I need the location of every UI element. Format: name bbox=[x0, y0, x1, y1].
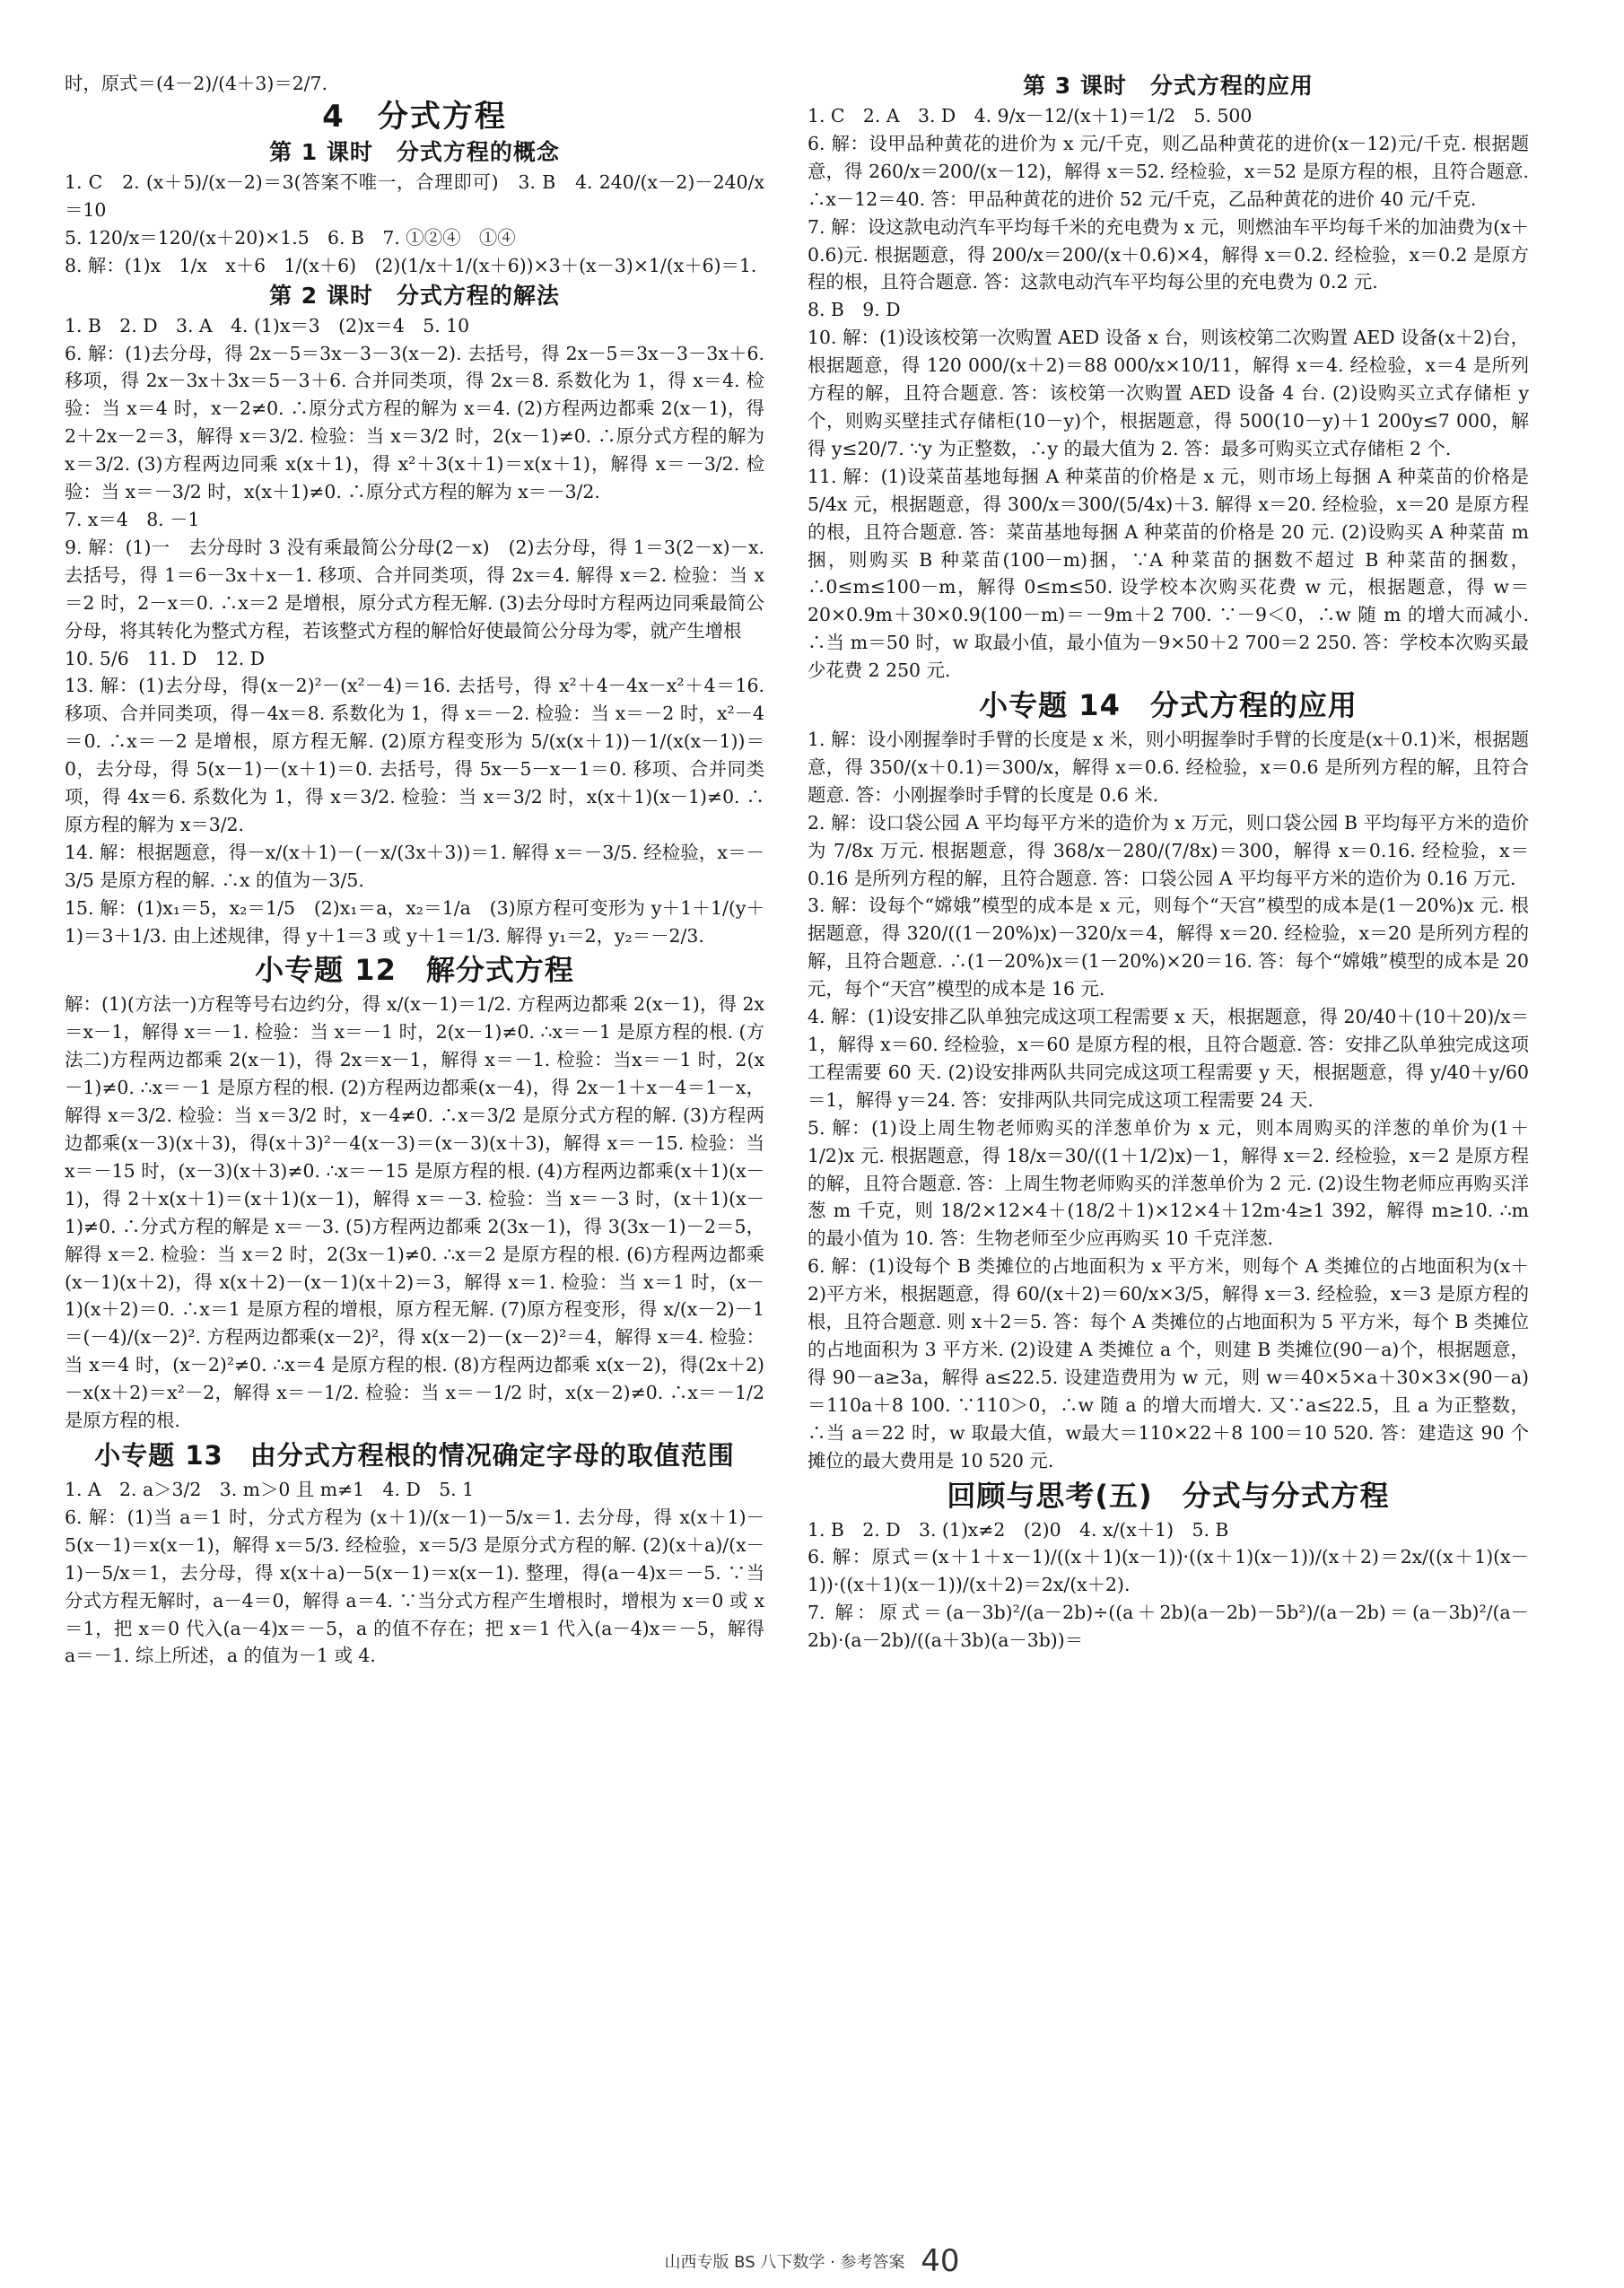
answer-paragraph: 1. A 2. a＞3/2 3. m＞0 且 m≠1 4. D 5. 1 bbox=[65, 1478, 475, 1500]
answer-paragraph: 1. C 2. A 3. D 4. 9/x－12/(x＋1)＝1/2 5. 500 bbox=[808, 105, 1253, 127]
answer-paragraph: 解：(1)(方法一)方程等号右边约分，得 x/(x－1)＝1/2. 方程两边都乘 2(x－1)，得 2x＝x－1，解得 x＝－1. 检验：当 x＝－1 时，2(x－1)≠0. ∴x＝－1 是原方程的根. (方法二)方程两边都乘 2(x－1)，得 2x＝x－1，解得 x＝－1. 检验：当x＝－1 时，2(x－1)≠0. ∴x＝－1 是原方程的根. (2)方程两边都乘(x－4)，得 2x－1＋x－4＝1－x，解得 x＝3/2. 检验：当 x＝3/2 时，x－4≠0. ∴x＝3/2 是原分式方程的解. (3)方程两边都乘(x－3)(x＋3)，得(x＋3)²－4(x－3)＝(x－3)(x＋3)，解得 x＝－15. 检验：当 x＝－15 时，(x－3)(x＋3)≠0. ∴x＝－15 是原方程的根. (4)方程两边都乘(x＋1)(x－1)，得 2＋x(x＋1)＝(x＋1)(x－1)，解得 x＝－3. 检验：当 x＝－3 时，(x＋1)(x－1)≠0. ∴分式方程的解是 x＝－3. (5)方程两边都乘 2(3x－1)，得 3(3x－1)－2＝5，解得 x＝2. 检验：当 x＝2 时，2(3x－1)≠0. ∴x＝2 是原方程的根. (6)方程两边都乘(x－1)(x＋2)，得 x(x＋2)－(x－1)(x＋2)＝3，解得 x＝1. 检验：当 x＝1 时，(x－1)(x＋2)＝0. ∴x＝1 是原方程的增根，原方程无解. (7)原方程变形，得 x/(x－2)－1＝(－4)/(x－2)². 方程两边都乘(x－2)²，得 x(x－2)－(x－2)²＝4，解得 x＝4. 检验：当 x＝4 时，(x－2)²≠0. ∴x＝4 是原方程的根. (8)方程两边都乘 x(x－2)，得(2x＋2)－x(x＋2)＝x²－2，解得 x＝－1/2. 检验：当 x＝－1/2 时，x(x－2)≠0. ∴x＝－1/2 是原方程的根. bbox=[65, 993, 764, 1432]
answer-paragraph: 11. 解：(1)设菜苗基地每捆 A 种菜苗的价格是 x 元，则市场上每捆 A 种菜苗的价格是 5/4x 元，根据题意，得 300/x＝300/(5/4x)＋3. 解得 x＝20. 经检验，x＝20 是原方程的根，且符合题意. 答：菜苗基地每捆 A 种菜苗的价格是 20 元. (2)设购买 A 种菜苗 m 捆，则购买 B 种菜苗(100－m)捆，∵A 种菜苗的捆数不超过 B 种菜苗的捆数，∴0≤m≤100－m，解得 0≤m≤50. 设学校本次购买花费 w 元，根据题意，得 w＝20×0.9m＋30×0.9(100－m)＝－9m＋2 700. ∵－9＜0，∴w 随 m 的增大而减小. ∴当 m＝50 时，w 取最小值，最小值为－9×50＋2 700＝2 250. 答：学校本次购买最少花费 2 250 元. bbox=[808, 465, 1529, 682]
footer-text: 山西专版 BS 八下数学 · 参考答案 bbox=[664, 2253, 905, 2272]
lesson-2-title: 第 2 课时 分式方程的解法 bbox=[269, 282, 560, 309]
answer-paragraph: 1. B 2. D 3. A 4. (1)x＝3 (2)x＝4 5. 10 bbox=[65, 314, 470, 336]
answer-paragraph: 8. 解：(1)x 1/x x＋6 1/(x＋6) (2)(1/x＋1/(x＋6))×3＋(x－3)×1/(x＋6)＝1. bbox=[65, 254, 757, 276]
topic-12-title: 小专题 12 解分式方程 bbox=[255, 953, 574, 988]
answer-paragraph: 7. x＝4 8. －1 bbox=[65, 508, 200, 530]
answer-paragraph: 5. 解：(1)设上周生物老师购买的洋葱单价为 x 元，则本周购买的洋葱的单价为(1＋1/2)x 元. 根据题意，得 18/x＝30/((1＋1/2)x)－1，解得 x＝2. 经检验，x＝2 是原方程的解，且符合题意. 答：上周生物老师购买的洋葱单价为 2 元. (2)设生物老师应再购买洋葱 m 千克，则 18/2×12×4＋(18/2＋1)×12×4＋12m·4≥1 392，解得 m≥10. ∴m 的最小值为 10. 答：生物老师至少应再购买 10 千克洋葱. bbox=[808, 1116, 1529, 1250]
answer-paragraph: 1. B 2. D 3. (1)x≠2 (2)0 4. x/(x＋1) 5. B bbox=[808, 1518, 1229, 1541]
review-5-title: 回顾与思考(五) 分式与分式方程 bbox=[947, 1478, 1390, 1513]
answer-paragraph: 6. 解：原式＝(x＋1＋x－1)/((x＋1)(x－1))·((x＋1)(x－1))/(x＋2)＝2x/((x＋1)(x－1))·((x＋1)(x－1))/(x＋2)＝2x/(x＋2). bbox=[808, 1546, 1529, 1596]
answer-paragraph: 8. B 9. D bbox=[808, 299, 901, 321]
answer-paragraph: 6. 解：(1)设每个 B 类摊位的占地面积为 x 平方米，则每个 A 类摊位的占地面积为(x＋2)平方米，根据题意，得 60/(x＋2)＝60/x×3/5，解得 x＝3. 经检验，x＝3 是原方程的根，且符合题意. 则 x＋2＝5. 答：每个 A 类摊位的占地面积为 5 平方米，每个 B 类摊位的占地面积为 3 平方米. (2)设建 A 类摊位 a 个，则建 B 类摊位(90－a)个，根据题意，得 90－a≥3a，解得 a≤22.5. 设建造费用为 w 元，则 w＝40×5×a＋30×3×(90－a)＝110a＋8 100. ∵110＞0，∴w 随 a 的增大而增大. 又∵a≤22.5，且 a 为正整数，∴当 a＝22 时，w 取最大值，w最大＝110×22＋8 100＝10 520. 答：建造这 90 个摊位的最大费用是 10 520 元. bbox=[808, 1255, 1529, 1471]
answer-paragraph: 6. 解：设甲品种黄花的进价为 x 元/千克，则乙品种黄花的进价(x－12)元/千克. 根据题意，得 260/x＝200/(x－12)，解得 x＝52. 经检验，x＝52 是原方程的根，且符合题意. ∴x－12＝40. 答：甲品种黄花的进价 52 元/千克，乙品种黄花的进价 40 元/千克. bbox=[808, 132, 1529, 210]
lesson-1-title: 第 1 课时 分式方程的概念 bbox=[269, 139, 560, 165]
answer-paragraph: 10. 5/6 11. D 12. D bbox=[65, 647, 266, 669]
answer-paragraph: 14. 解：根据题意，得－x/(x＋1)－(－x/(3x＋3))＝1. 解得 x＝－3/5. 经检验，x＝－3/5 是原方程的解. ∴x 的值为－3/5. bbox=[65, 841, 764, 891]
page-footer bbox=[0, 2243, 1624, 2279]
carryover-line: 时，原式＝(4－2)/(4＋3)＝2/7. bbox=[65, 73, 328, 94]
answer-paragraph: 15. 解：(1)x₁＝5，x₂＝1/5 (2)x₁＝a，x₂＝1/a (3)原方程可变形为 y＋1＋1/(y＋1)＝3＋1/3. 由上述规律，得 y＋1＝3 或 y＋1＝1/3. 解得 y₁＝2，y₂＝－2/3. bbox=[65, 896, 764, 947]
right-column bbox=[808, 70, 1529, 1655]
answer-paragraph: 2. 解：设口袋公园 A 平均每平方米的造价为 x 万元，则口袋公园 B 平均每平方米的造价为 7/8x 万元. 根据题意，得 368/x－280/(7/8x)＝300，解得 x＝0.16. 经检验，x＝0.16 是所列方程的解，且符合题意. 答：口袋公园 A 平均每平方米的造价为 0.16 万元. bbox=[808, 811, 1529, 889]
answer-paragraph: 7. 解：设这款电动汽车平均每千米的充电费为 x 元，则燃油车平均每千米的加油费为(x＋0.6)元. 根据题意，得 200/x＝200/(x＋0.6)×4，解得 x＝0.2. 经检验，x＝0.2 是原方程的根，且符合题意. 答：这款电动汽车平均每公里的充电费为 0.2 元. bbox=[808, 215, 1529, 293]
answer-paragraph: 1. 解：设小刚握拳时手臂的长度是 x 米，则小明握拳时手臂的长度是(x＋0.1)米，根据题意，得 350/(x＋0.1)＝300/x，解得 x＝0.6. 经检验，x＝0.6 是所列方程的解，且符合题意. 答：小刚握拳时手臂的长度是 0.6 米. bbox=[808, 729, 1529, 806]
answer-paragraph: 4. 解：(1)设安排乙队单独完成这项工程需要 x 天，根据题意，得 20/40＋(10＋20)/x＝1，解得 x＝60. 经检验，x＝60 是原方程的根，且符合题意. 答：安排乙队单独完成这项工程需要 60 天. (2)设安排两队共同完成这项工程需要 y 天，根据题意，得 y/40＋y/60＝1，解得 y＝24. 答：安排两队共同完成这项工程需要 24 天. bbox=[808, 1006, 1529, 1111]
answer-paragraph: 10. 解：(1)设该校第一次购置 AED 设备 x 台，则该校第二次购置 AED 设备(x＋2)台，根据题意，得 120 000/(x＋2)＝88 000/x×10/11，解得 x＝4. 经检验，x＝4 是所列方程的解，且符合题意. 答：该校第一次购置 AED 设备 4 台. (2)设购买立式存储柜 y 个，则购买壁挂式存储柜(10－y)个，根据题意，得 500(10－y)＋1 200y≤7 000，解得 y≤20/7. ∵y 为正整数，∴y 的最大值为 2. 答：最多可购买立式存储柜 2 个. bbox=[808, 327, 1529, 459]
answer-paragraph: 6. 解：(1)当 a＝1 时，分式方程为 (x＋1)/(x－1)－5/x＝1. 去分母，得 x(x＋1)－5(x－1)＝x(x－1)，解得 x＝5/3. 经检验，x＝5/3 是原分式方程的解. (2)(x＋a)/(x－1)－5/x＝1，去分母，得 x(x＋a)－5(x－1)＝x(x－1). 整理，得(a－4)x＝－5. ∵当分式方程无解时，a－4＝0，解得 a＝4. ∵当分式方程产生增根时，增根为 x＝0 或 x＝1，把 x＝0 代入(a－4)x＝－5，a 的值不存在；把 x＝1 代入(a－4)x＝－5，解得 a＝－1. 综上所述，a 的值为－1 或 4. bbox=[65, 1506, 764, 1667]
answer-paragraph: 1. C 2. (x＋5)/(x－2)＝3(答案不唯一，合理即可) 3. B 4. 240/(x－2)－240/x＝10 bbox=[65, 171, 764, 221]
left-column bbox=[65, 70, 764, 1670]
topic-14-title: 小专题 14 分式方程的应用 bbox=[979, 688, 1358, 723]
lesson-3-title: 第 3 课时 分式方程的应用 bbox=[1023, 73, 1314, 99]
answer-paragraph: 3. 解：设每个“嫦娥”模型的成本是 x 元，则每个“天宫”模型的成本是(1－20%)x 元. 根据题意，得 320/((1－20%)x)－320/x＝4，解得 x＝20. 经检验，x＝20 是所列方程的解，且符合题意. ∴(1－20%)x＝(1－20%)×20＝16. 答：每个“嫦娥”模型的成本是 20 元，每个“天宫”模型的成本是 16 元. bbox=[808, 895, 1529, 1000]
answer-paragraph: 13. 解：(1)去分母，得(x－2)²－(x²－4)＝16. 去括号，得 x²＋4－4x－x²＋4＝16. 移项、合并同类项，得－4x＝8. 系数化为 1，得 x＝－2. 检验：当 x＝－2 时，x²－4＝0. ∴x＝－2 是增根，原方程无解. (2)原方程变形为 5/(x(x＋1))－1/(x(x－1))＝0，去分母，得 5(x－1)－(x＋1)＝0. 去括号，得 5x－5－x－1＝0. 移项、合并同类项，得 4x＝6. 系数化为 1，得 x＝3/2. 检验：当 x＝3/2 时，x(x＋1)(x－1)≠0. ∴原方程的解为 x＝3/2. bbox=[65, 675, 764, 835]
page-number: 40 bbox=[921, 2243, 960, 2279]
section-title-4: 4 分式方程 bbox=[322, 99, 507, 135]
answer-paragraph: 9. 解：(1)一 去分母时 3 没有乘最简公分母(2－x) (2)去分母，得 1＝3(2－x)－x. 去括号，得 1＝6－3x＋x－1. 移项、合并同类项，得 2x＝4. 解得 x＝2. 检验：当 x＝2 时，2－x＝0. ∴x＝2 是增根，原分式方程无解. (3)去分母时方程两边同乘最简公分母，将其转化为整式方程，若该整式方程的解恰好使最简公分母为零，就产生增根 bbox=[65, 536, 764, 642]
answer-paragraph: 7. 解：原式＝(a－3b)²/(a－2b)÷((a＋2b)(a－2b)－5b²)/(a－2b)＝(a－3b)²/(a－2b)·(a－2b)/((a＋3b)(a－3b))＝ bbox=[808, 1602, 1529, 1652]
answer-paragraph: 6. 解：(1)去分母，得 2x－5＝3x－3－3(x－2). 去括号，得 2x－5＝3x－3－3x＋6. 移项，得 2x－3x＋3x＝5－3＋6. 合并同类项，得 2x＝8. 系数化为 1，得 x＝4. 检验：当 x＝4 时，x－2≠0. ∴原分式方程的解为 x＝4. (2)方程两边都乘 2(x－1)，得 2＋2x－2＝3，解得 x＝3/2. 检验：当 x＝3/2 时，2(x－1)≠0. ∴原分式方程的解为 x＝3/2. (3)方程两边同乘 x(x＋1)，得 x²＋3(x＋1)＝x(x＋1)，解得 x＝－3/2. 检验：当 x＝－3/2 时，x(x＋1)≠0. ∴原分式方程的解为 x＝－3/2. bbox=[65, 342, 764, 503]
topic-13-title: 小专题 13 由分式方程根的情况确定字母的取值范围 bbox=[94, 1439, 735, 1471]
answer-paragraph: 5. 120/x＝120/(x＋20)×1.5 6. B 7. ①②④ ①④ bbox=[65, 226, 516, 249]
